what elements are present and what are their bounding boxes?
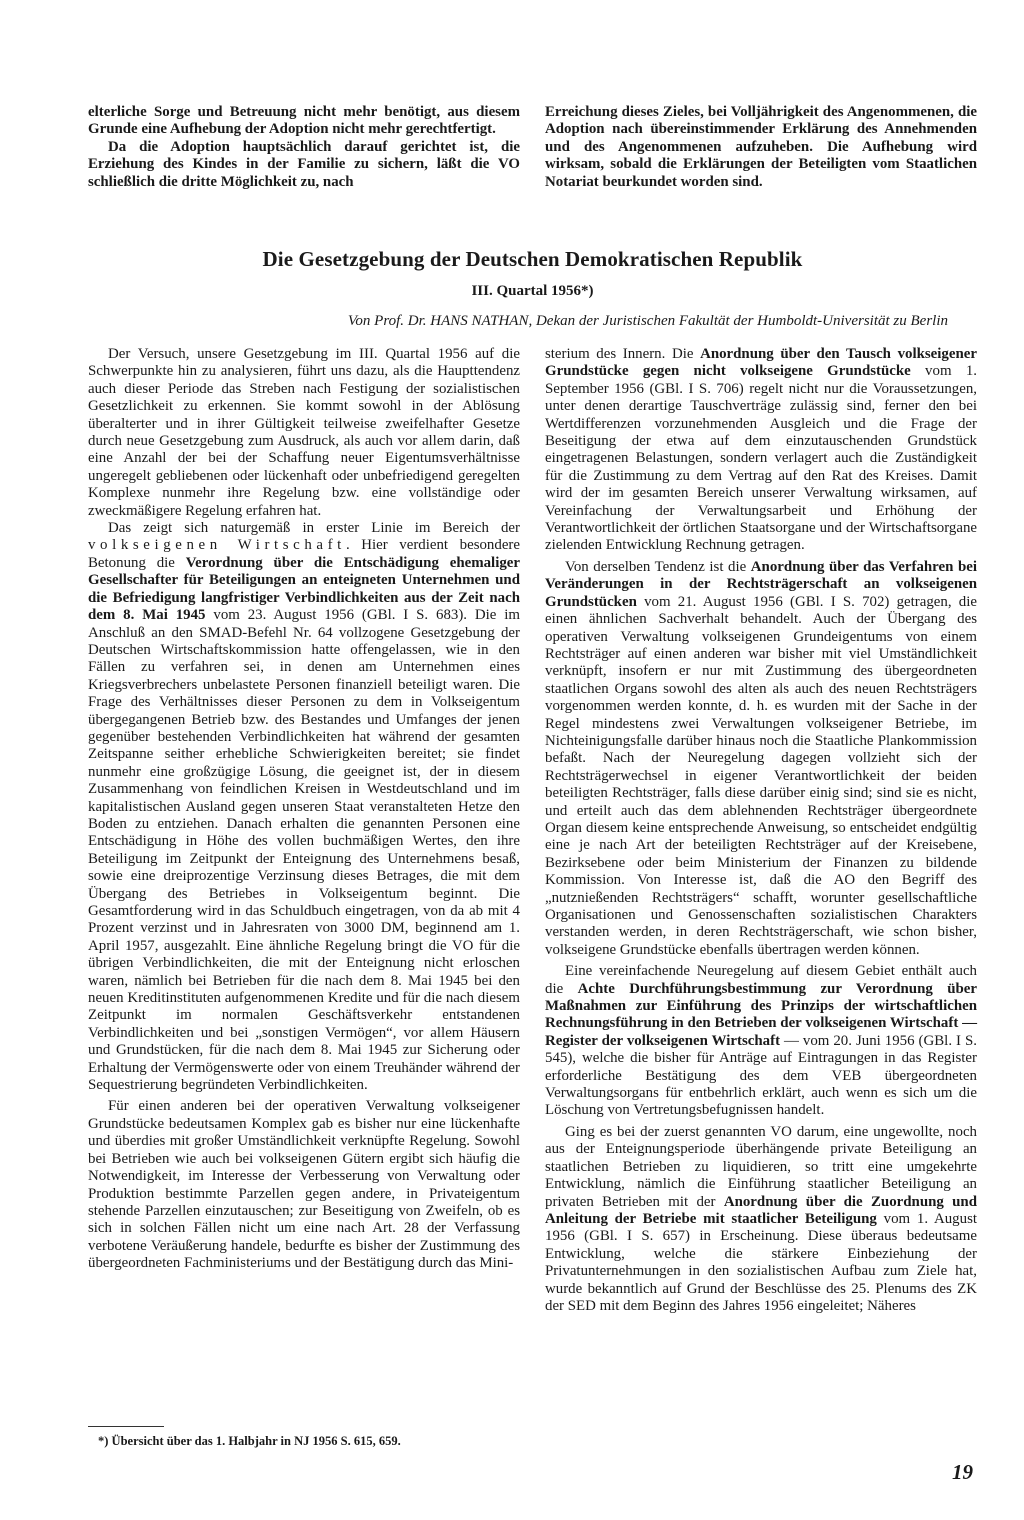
left-paragraph-2 [88,520,520,1094]
right-paragraph-1 [545,346,977,555]
top-left-column [88,104,520,191]
article-title: Die Gesetzgebung der Deutschen Demokratischen Republik [262,247,803,271]
top-right-paragraph-1: Erreichung dieses Zieles, bei Volljährigkeit des Angenommenen, die Adoption nach übereinstimmender Erklärung des Annehmenden und des Angenommenen aufzuheben. Die Aufhebung wird wirksam, sobald die Erklärungen der Beteiligten vom Staatlichen Notariat beurkundet worden sind. [545,104,977,190]
left-column [88,346,520,1273]
left-paragraph-1: Der Versuch, unsere Gesetzgebung im III. Quartal 1956 auf die Schwerpunkte hin zu analysieren, führt uns dazu, als die Haupttendenz auch dieser Periode das Streben nach Festigung der sozialistischen Gesetzlichkeit zu erkennen. Sie kommt sowohl in der Ablösung überalterter und in ihrer Gültigkeit teilweise zweifelhafter Gesetze durch neue Gesetzgebung zum Ausdruck, als auch vor allem darin, daß eine Anzahl der bei der Schaffung neuer Eigentumsverhältnisse ungeregelt gebliebenen oder lückenhaft oder unbefriedigend geregelten Komplexe nunmehr ihre Regelung bzw. eine vollständige oder zweckmäßigere Regelung erfahren hat. [88,346,520,519]
page-number: 19 [952,1460,973,1484]
law-name-bold: Anordnung über das Verfahren bei Veränderungen in der Rechtsträgerschaft an volkseigenen Grundstücken [545,558,977,610]
text-run: Eine vereinfachende Neuregelung auf diesem Gebiet enthält auch die [545,963,977,997]
right-column [545,346,977,1315]
top-right-column [545,104,977,191]
right-paragraph-3 [545,963,977,1120]
text-run: vom 1. August 1956 (GBl. I S. 657) in Erscheinung. Diese überaus bedeutsame Entwicklung, welche die stärkere Einbeziehung der Privatunternehmungen in den sozialistischen Aufbau zum Ziele hat, wurde bekanntlich auf Grund der Beschlüsse des 25. Plenums des ZK der SED mit dem Beginn des Jahres 1956 eingeleitet; Näheres [545,1210,978,1314]
law-name-bold: Anordnung über die Zuordnung und Anleitung der Betriebe mit staatlicher Beteiligung [545,1193,977,1227]
law-name-bold: Anordnung über den Tausch volkseigener Grundstücke gegen nicht volkseigene Grundstücke [545,346,977,380]
article-subtitle: III. Quartal 1956*) [471,283,594,299]
footnote: *) Übersicht über das 1. Halbjahr in NJ 1956 S. 615, 659. [98,1434,401,1448]
right-paragraph-2 [545,559,977,959]
text-run: . Hier verdient besondere Betonung die [88,537,521,571]
text-run: sterium des Innern. Die [545,346,701,362]
top-left-paragraph-2: Da die Adoption hauptsächlich darauf gerichtet ist, die Erziehung des Kindes in der Familie zu sichern, läßt die VO schließlich die dritte Möglichkeit zu, nach [88,138,520,190]
law-name-bold: Achte Durchführungsbestimmung zur Verordnung über Maßnahmen zur Einführung des Prinzips der wirtschaftlichen Rechnungsführung in den Betrieben der volkseigenen Wirtschaft — Register der volkseigenen Wirtschaft [545,980,977,1049]
article-author: Von Prof. Dr. HANS NATHAN, Dekan der Juristischen Fakultät der Humboldt-Universität zu Berlin [347,313,948,329]
left-paragraph-3: Für einen anderen bei der operativen Verwaltung volkseigener Grundstücke bedeutsamen Komplex gab es bisher nur eine lückenhafte und überdies mit großer Umständlichkeit verknüpfte Regelung. Sowohl bei Betrieben wie auch bei volkseigenen Gütern ergibt sich häufig die Notwendigkeit, im Interesse der Verbesserung von Verwaltung oder Produktion bestimmte Parzellen gegen andere, in Privateigentum stehende Parzellen einzutauschen; zur Beseitigung von Zweifeln, ob es sich in solchen Fällen nicht um eine nach Art. 28 der Verfassung verbotene Veräußerung handele, bedurfte es bisher der Zustimmung des übergeordneten Fachministeriums und der Bestätigung durch das Mini- [88,1098,520,1272]
text-run: vom 21. August 1956 (GBl. I S. 702) getragen, die einen ähnlichen Sachverhalt behandelt. Auch der Übergang des operativen Verwaltung volkseigenen Grundeigentums von einem Rechtsträger auf einen anderen war bisher mit viel Umständlichkeit verknüpft, insofern er nur mit Zustimmung des übergeordneten staatlichen Organs sowohl des alten als auch des neuen Rechtsträgers vorgenommen werden konnte, d. h. es wurden mit der Sache in der Regel mindestens zwei Verwaltungen volkseigener Betriebe, im Nichteinigungsfalle darüber hinaus noch die Staatliche Plankommission befaßt. Nach der Neuregelung dagegen vollzieht sich der Rechtsträgerwechsel in eigener Verantwortlichkeit der beiden beteiligten Rechtsträger, falls diese darüber einig sind; sind sie es nicht, und erteilt auch das dem ablehnenden Rechtsträger übergeordnete Organ diesem keine entsprechende Anweisung, so entscheidet endgültig eine je nach Art der beteiligten Rechtsträger auf der Kreisebene, Bezirksebene oder beim Ministerium der Finanzen zu bildende Kommission. Von Interesse ist, daß die AO den Begriff des „nutznießenden Rechtsträgers“ schafft, worunter gesellschaftliche Organisationen und Genossenschaften sozialistischen Charakters verstanden werden, in deren Rechtsträgerschaft, wie schon bisher, volkseigene Grundstücke ebenfalls übertragen werden können. [545,593,977,958]
footnote-rule [88,1426,164,1427]
text-run: Von derselben Tendenz ist die [565,558,751,575]
text-run: Ging es bei der zuerst genannten VO darum, eine ungewollte, noch aus der Enteignungsperiode überhängende private Beteiligung an staatlichen Betrieben zu liquidieren, so tritt eine umgekehrte Entwicklung, nämlich die Einführung staatlicher Beteiligung an privaten Betrieben mit der [545,1123,977,1210]
text-run: Das zeigt sich naturgemäß in erster Linie im Bereich der [108,520,520,537]
text-run: — vom 20. Juni 1956 (GBl. I S. 545), welche die bisher für Anträge auf Eintragungen in das Register erforderliche Bestätigung des dem VEB übergeordneten Verwaltungsorgans für entbehrlich erklärt, auch wenn es sich um die Löschung von Vertretungsbefugnissen handelt. [545,1032,977,1119]
text-run: vom 1. September 1956 (GBl. I S. 706) regelt nicht nur die Voraussetzungen, unter denen derartige Tauschverträge zulässig sind, ferner den bei Wertdifferenzen vorzunehmenden Ausgleich und die Frage der Beseitigung der etwa auf dem einzutauschenden Grundstück eingetragenen Belastungen, sondern verlagert auch die Zuständigkeit für die Zustimmung zu dem Vertrag auf den Rat des Kreises. Damit wird der im gesamten Bereich unserer Verwaltung wirksamen, auf Vereinfachung der Verwaltungsarbeit und Erhöhung der Verantwortlichkeit der örtlichen Staatsorgane und der Wirtschaftsorgane zielenden Entwicklung Rechnung getragen. [545,363,977,554]
right-paragraph-4 [545,1124,977,1315]
law-name-bold: Verordnung über die Entschädigung ehemaliger Gesellschafter für Beteiligungen an enteigneten Unternehmen und die Befriedigung langfristiger Verbindlichkeiten aus der Zeit nach dem 8. Mai 1945 [88,554,520,624]
top-left-paragraph-1: elterliche Sorge und Betreuung nicht mehr benötigt, aus diesem Grunde eine Aufhebung der Adoption nicht mehr gerechtfertigt. [88,104,520,138]
spaced-emphasis: volkseigenen Wirtschaft [88,537,346,554]
text-run: vom 23. August 1956 (GBl. I S. 683). Die im Anschluß an den SMAD-Befehl Nr. 64 vollzogene Gesetzgebung der Deutschen Wirtschaftskommission hatte offengelassen, wie in den Fällen zu verfahren sei, in denen am Unternehmen eines Kriegsverbrechers unbelastete Personen finanziell beteiligt waren. Die Frage des Verhältnisses dieser Personen zu dem in Volkseigentum übergegangenen Betrieb bzw. des Bestandes und Umfanges der jenen gegenüber bestehenden Verbindlichkeiten hat während der gesamten Zeitspanne seither erhebliche Schwierigkeiten bereitet; sie findet nunmehr eine großzügige Lösung, die geeignet ist, der in diesem Zusammenhang von feindlichen Kreisen in Westdeutschland und im kapitalistischen Ausland gegen unseren Staat veranstalteten Hetze den Boden zu entziehen. Danach erhalten die genannten Personen eine Entschädigung in Höhe des vollen buchmäßigen Wertes, den ihre Beteiligung im Zeitpunkt der Enteignung des Unternehmens besaß, sowie eine dreiprozentige Verzinsung dieses Betrages, die mit dem Übergang des Betriebes in Volkseigentum beginnt. Die Gesamtforderung wird in das Schuldbuch eingetragen, von da ab mit 4 Prozent verzinst und in Jahresraten von 3000 DM, beginnend am 1. April 1957, ausgezahlt. Eine ähnliche Regelung bringt die VO für die übrigen Verbindlichkeiten, die mit der Enteignung nicht erloschen waren, nämlich bei Betrieben für die nach dem 8. Mai 1945 bei den neuen Kreditinstituten aufgenommenen Kredite und für die nach diesem Zeitpunkt im normalen Geschäftsverkehr entstandenen Verbindlichkeiten und bei „sonstigen Vermögen“, vor allem Häusern und Grundstücken, für die nach dem 8. Mai 1945 zur Sicherung oder Erhaltung der Vermögenswerte oder von einem Treuhänder während der Sequestrierung begründeten Verbindlichkeiten. [88,607,520,1094]
